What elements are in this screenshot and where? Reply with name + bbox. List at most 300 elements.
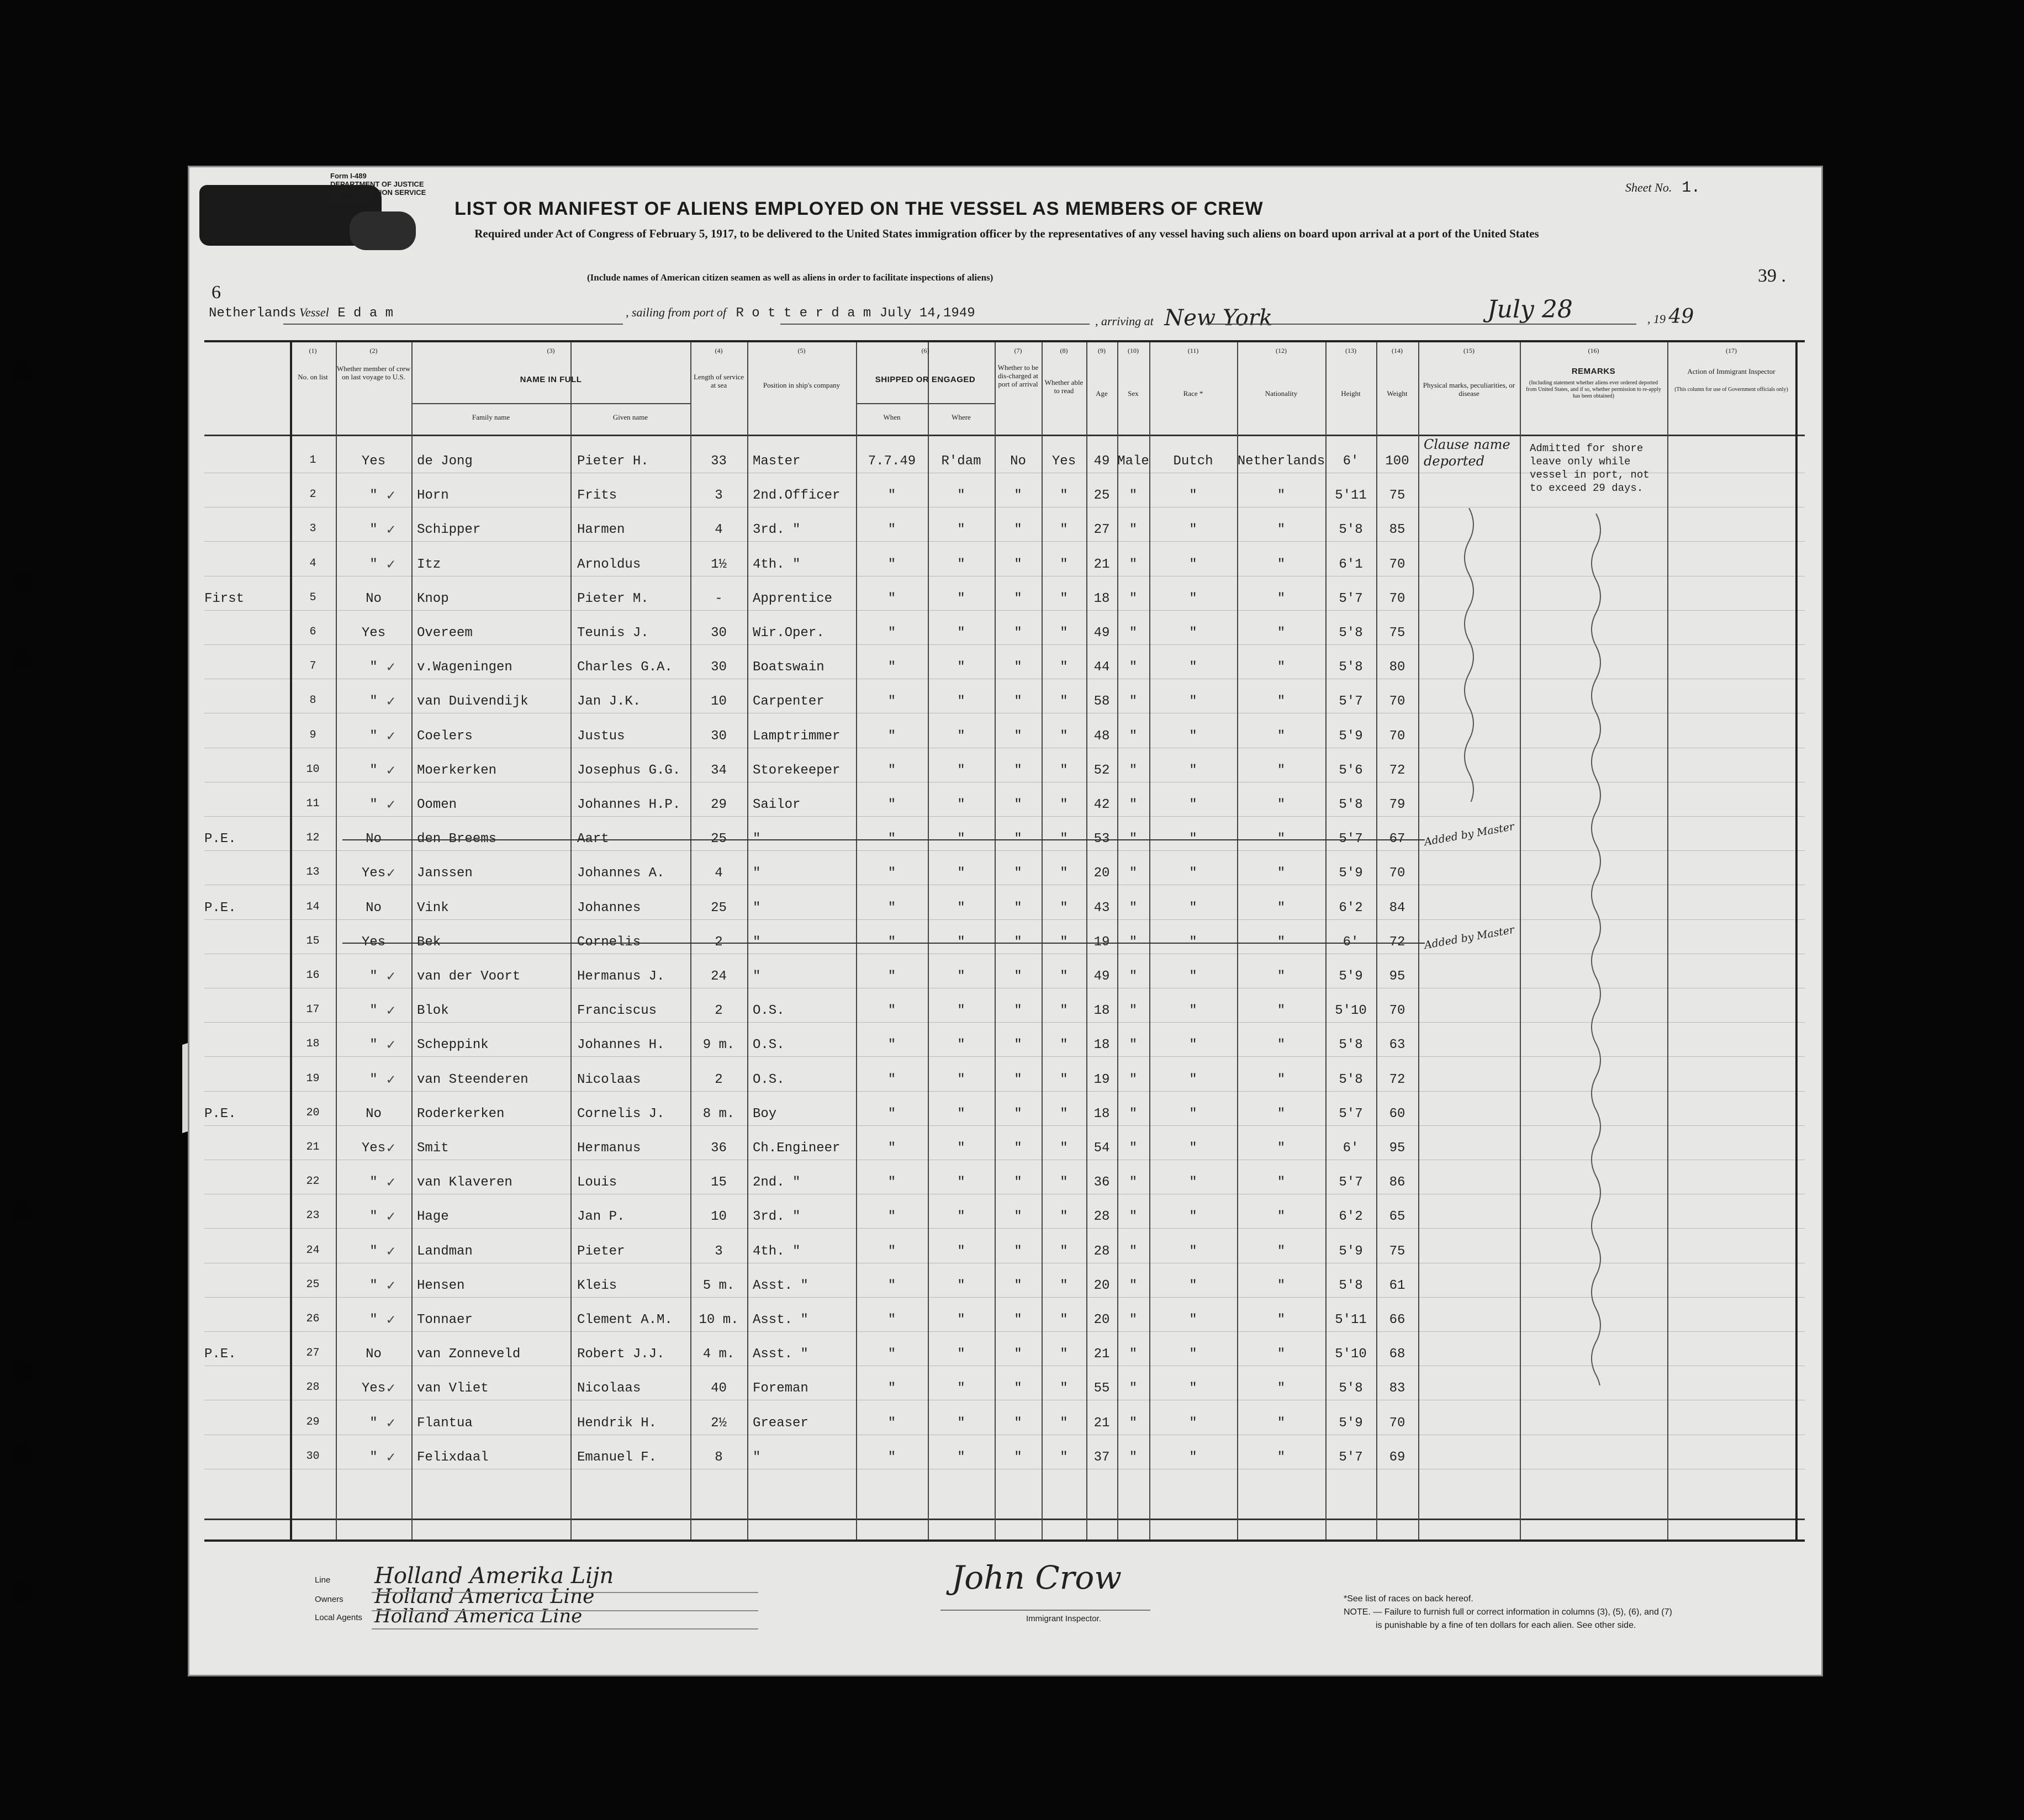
to-be-discharged: " <box>1014 591 1022 606</box>
punch-hole <box>10 1360 34 1383</box>
age: 52 <box>1093 763 1110 778</box>
able-to-read: " <box>1060 1347 1068 1362</box>
weight: 61 <box>1389 1278 1405 1293</box>
shipped-when: 7.7.49 <box>868 454 916 469</box>
row-margin-note: First <box>204 591 245 606</box>
family-name: Oomen <box>417 797 457 812</box>
shipped-where: " <box>957 900 965 916</box>
length-of-service: 30 <box>711 626 727 641</box>
length-of-service: 36 <box>711 1141 727 1156</box>
given-name: Harmen <box>577 522 625 538</box>
shipped-when: " <box>887 1038 896 1053</box>
ship-position: Sailor <box>753 797 801 812</box>
weight: 70 <box>1389 1003 1405 1019</box>
ship-position: 4th. " <box>753 1244 801 1259</box>
port-underline <box>780 324 1090 325</box>
shipped-where: " <box>957 1381 965 1396</box>
member-last-voyage: Yes <box>361 1381 386 1396</box>
shipped-when: " <box>887 591 896 606</box>
able-to-read: " <box>1060 591 1068 606</box>
arrival-date: July 28 <box>1487 295 1573 324</box>
shipped-where: " <box>957 1106 965 1121</box>
shipped-when: " <box>887 763 896 778</box>
to-be-discharged: " <box>1014 934 1022 950</box>
family-name: van Zonneveld <box>417 1347 521 1362</box>
member-last-voyage: " <box>369 728 378 744</box>
ship-position: Boy <box>753 1106 777 1121</box>
member-last-voyage: " <box>369 1415 378 1431</box>
row-rule <box>204 1331 1805 1332</box>
length-of-service: 8 <box>715 1449 723 1465</box>
height: 5'8 <box>1339 1278 1363 1293</box>
sex: " <box>1129 1313 1138 1327</box>
height: 5'10 <box>1335 1347 1367 1362</box>
length-of-service: 34 <box>711 763 727 778</box>
ship-position: Storekeeper <box>753 763 841 778</box>
race: " <box>1189 1003 1197 1019</box>
ship-position: Carpenter <box>753 694 825 710</box>
race: " <box>1189 660 1197 675</box>
row-margin-note: P.E. <box>204 1106 236 1121</box>
sailing-label: , sailing from port of <box>626 305 726 319</box>
nationality: Netherlands <box>1237 454 1325 469</box>
nationality: " <box>1277 1449 1286 1465</box>
shipped-where: " <box>957 1209 965 1225</box>
physical-note-row1: Clause name deported <box>1424 437 1510 469</box>
shipped-where: " <box>957 1175 965 1191</box>
given-name: Pieter <box>577 1244 625 1259</box>
agents-label: Local Agents <box>315 1613 362 1622</box>
year-value: 49 <box>1668 305 1694 328</box>
to-be-discharged: " <box>1014 1381 1022 1396</box>
ship-position: Lamptrimmer <box>753 728 841 744</box>
ditto-wave-physical-stroke <box>1465 508 1473 802</box>
race: " <box>1189 832 1197 847</box>
to-be-discharged: " <box>1014 1347 1022 1362</box>
given-name: Hendrik H. <box>577 1415 657 1431</box>
able-to-read: " <box>1060 832 1068 847</box>
age: 28 <box>1093 1244 1110 1259</box>
row-number: 29 <box>306 1415 320 1429</box>
row-number: 25 <box>306 1278 320 1291</box>
race: " <box>1189 1244 1197 1259</box>
nationality: " <box>1277 728 1286 744</box>
physical-note-row15: Added by Master <box>1423 923 1515 951</box>
ship-position: 2nd.Officer <box>753 488 841 504</box>
shipped-when: " <box>887 1278 896 1293</box>
shipped-where: " <box>957 797 965 812</box>
row-number: 20 <box>306 1106 320 1119</box>
age: 21 <box>1093 1347 1110 1362</box>
height: 5'8 <box>1339 1072 1363 1087</box>
row-margin-note: P.E. <box>204 900 236 916</box>
arrival-port: New York <box>1164 305 1273 331</box>
row-rule <box>204 850 1805 851</box>
able-to-read: Yes <box>1051 454 1076 469</box>
height: 6'1 <box>1339 557 1363 572</box>
shipped-when: " <box>887 1313 896 1327</box>
member-last-voyage: " <box>369 1038 378 1053</box>
shipped-when: " <box>887 934 896 950</box>
to-be-discharged: " <box>1014 557 1022 572</box>
able-to-read: " <box>1060 1381 1068 1396</box>
shipped-when: " <box>887 694 896 710</box>
header-weight: Weight <box>1387 389 1408 398</box>
header-given-name: Given name <box>612 413 648 421</box>
weight: 83 <box>1389 1381 1405 1396</box>
sex: " <box>1129 934 1138 950</box>
sex: " <box>1129 557 1138 572</box>
height: 6'2 <box>1339 1209 1363 1225</box>
header-sex: Sex <box>1128 389 1139 398</box>
family-name: Overeem <box>417 626 473 641</box>
vessel-name: E d a m <box>337 306 394 321</box>
crew-table <box>204 340 1805 1542</box>
weight: 100 <box>1385 454 1409 469</box>
ship-position: O.S. <box>753 1038 785 1053</box>
to-be-discharged: " <box>1014 488 1022 504</box>
given-name: Arnoldus <box>577 557 641 572</box>
height: 5'7 <box>1339 1106 1363 1121</box>
header-length-service: Length of service at sea <box>694 373 744 389</box>
age: 25 <box>1093 488 1110 504</box>
row-number: 5 <box>309 591 316 604</box>
given-name: Josephus G.G. <box>577 763 681 778</box>
member-last-voyage: " <box>369 1244 378 1259</box>
shipped-where: " <box>957 934 965 950</box>
header-name-in-full: NAME IN FULL <box>520 375 582 384</box>
family-name: Hage <box>417 1209 449 1225</box>
height: 5'8 <box>1339 1381 1363 1396</box>
check-tick: ✓ <box>387 1003 395 1020</box>
race: " <box>1189 900 1197 916</box>
sheet-number <box>1625 179 1700 197</box>
shipped-when: " <box>887 660 896 675</box>
age: 48 <box>1093 728 1110 744</box>
length-of-service: 4 <box>715 522 723 538</box>
weight: 72 <box>1389 1072 1405 1087</box>
physical-note-row12: Added by Master <box>1423 821 1515 849</box>
form-id-block <box>330 172 426 205</box>
length-of-service: 4 <box>715 866 723 881</box>
given-name: Johannes H.P. <box>577 797 681 812</box>
header-discharged: Whether to be dis-charged at port of arrival <box>997 363 1039 388</box>
shipped-where: " <box>957 1415 965 1431</box>
shipped-when: " <box>887 832 896 847</box>
age: 49 <box>1093 969 1110 984</box>
able-to-read: " <box>1060 1072 1068 1087</box>
able-to-read: " <box>1060 969 1068 984</box>
family-name: van Duivendijk <box>417 694 529 710</box>
nationality: " <box>1277 1313 1286 1327</box>
age: 54 <box>1093 1141 1110 1156</box>
check-tick: ✓ <box>387 488 395 505</box>
sex: " <box>1129 832 1138 847</box>
height: 6'2 <box>1339 900 1363 916</box>
weight: 75 <box>1389 1244 1405 1259</box>
sex: " <box>1129 1449 1138 1465</box>
sex: " <box>1129 763 1138 778</box>
able-to-read: " <box>1060 1244 1068 1259</box>
check-tick: ✓ <box>387 1243 395 1260</box>
given-name: Emanuel F. <box>577 1449 657 1465</box>
ship-position: O.S. <box>753 1072 785 1087</box>
row-number: 24 <box>306 1244 320 1257</box>
shipped-where: " <box>957 1347 965 1362</box>
length-of-service: 9 m. <box>702 1038 735 1053</box>
family-name: Horn <box>417 488 449 504</box>
header-action-sub: (This column for use of Government officials only) <box>1674 387 1788 393</box>
to-be-discharged: " <box>1014 1141 1022 1156</box>
row-number: 18 <box>306 1038 320 1051</box>
family-name: Bek <box>417 934 441 950</box>
shipped-where: " <box>957 694 965 710</box>
body-end-rule <box>204 1519 1805 1520</box>
age: 43 <box>1093 900 1110 916</box>
shipped-when: " <box>887 488 896 504</box>
family-name: Itz <box>417 557 441 572</box>
race: " <box>1189 866 1197 881</box>
length-of-service: 25 <box>711 832 727 847</box>
weight: 85 <box>1389 522 1405 538</box>
row-rule <box>204 1228 1805 1229</box>
row-number: 3 <box>309 522 316 536</box>
member-last-voyage: " <box>369 1449 378 1465</box>
row-number: 7 <box>309 660 316 673</box>
shipped-where: " <box>957 763 965 778</box>
row-number: 2 <box>309 488 316 501</box>
row-rule <box>204 1091 1805 1092</box>
race: " <box>1189 1038 1197 1053</box>
header-age: Age <box>1096 389 1108 398</box>
column-number-n3: (3) <box>547 347 555 355</box>
header-rule <box>204 435 1805 436</box>
shipped-when: " <box>887 557 896 572</box>
given-name: Aart <box>577 832 609 847</box>
inspector-signature: John Crow <box>952 1559 1122 1596</box>
length-of-service: 5 m. <box>702 1278 735 1293</box>
family-name: Flantua <box>417 1415 473 1431</box>
height: 6' <box>1343 454 1359 469</box>
check-tick: ✓ <box>387 522 395 539</box>
age: 49 <box>1093 454 1110 469</box>
column-rule <box>411 342 413 1539</box>
arrival-info <box>1095 305 1272 331</box>
row-rule <box>204 919 1805 920</box>
weight: 69 <box>1389 1449 1405 1465</box>
able-to-read: " <box>1060 1106 1068 1121</box>
column-number-n1: (1) <box>309 347 317 355</box>
race: " <box>1189 557 1197 572</box>
shipped-when: " <box>887 900 896 916</box>
sex: " <box>1129 1175 1138 1191</box>
column-number-n5: (5) <box>797 347 806 355</box>
shipped-when: " <box>887 1141 896 1156</box>
page-mark-right: 39 . <box>1758 266 1786 286</box>
length-of-service: 2 <box>715 1072 723 1087</box>
shipped-when: " <box>887 969 896 984</box>
to-be-discharged: " <box>1014 866 1022 881</box>
shipped-where: " <box>957 1278 965 1293</box>
row-number: 11 <box>306 797 320 810</box>
age: 18 <box>1093 1038 1110 1053</box>
header-remarks-sub: (Including statement whether aliens ever ordered deported from United States, and if so, whether permission to re-apply has been obtained) <box>1526 380 1661 399</box>
column-number-n6: (6) <box>921 347 929 355</box>
able-to-read: " <box>1060 1209 1068 1225</box>
height: 5'7 <box>1339 694 1363 710</box>
member-last-voyage: No <box>366 832 382 847</box>
check-tick: ✓ <box>387 1209 395 1226</box>
height: 5'9 <box>1339 1415 1363 1431</box>
able-to-read: " <box>1060 1278 1068 1293</box>
shipped-where: " <box>957 866 965 881</box>
header-whether-member: Whether member of crew on last voyage to U.S. <box>336 364 411 381</box>
to-be-discharged: " <box>1014 1072 1022 1087</box>
row-number: 8 <box>309 694 316 707</box>
height: 5'10 <box>1335 1003 1367 1019</box>
sex: " <box>1129 969 1138 984</box>
race: " <box>1189 1209 1197 1225</box>
sex: " <box>1129 1141 1138 1156</box>
header-nationality: Nationality <box>1265 389 1298 398</box>
shipped-when: " <box>887 728 896 744</box>
to-be-discharged: " <box>1014 1415 1022 1431</box>
row-number: 28 <box>306 1381 320 1394</box>
member-last-voyage: " <box>369 1175 378 1191</box>
weight: 60 <box>1389 1106 1405 1121</box>
to-be-discharged: " <box>1014 1175 1022 1191</box>
member-last-voyage: Yes <box>361 934 386 950</box>
row-number: 16 <box>306 969 320 982</box>
ship-position: " <box>753 969 761 984</box>
shipped-where: " <box>957 1141 965 1156</box>
to-be-discharged: " <box>1014 900 1022 916</box>
to-be-discharged: " <box>1014 728 1022 744</box>
check-tick: ✓ <box>387 728 395 745</box>
sex: " <box>1129 660 1138 675</box>
ship-position: Asst. " <box>753 1347 808 1362</box>
race: " <box>1189 969 1197 984</box>
check-tick: ✓ <box>387 694 395 711</box>
race: " <box>1189 797 1197 812</box>
vessel-underline <box>283 324 623 325</box>
family-name: v.Wageningen <box>417 660 512 675</box>
row-number: 26 <box>306 1313 320 1325</box>
member-last-voyage: No <box>366 591 382 606</box>
row-rule <box>204 1056 1805 1057</box>
ship-position: " <box>753 832 761 847</box>
able-to-read: " <box>1060 763 1068 778</box>
able-to-read: " <box>1060 866 1068 881</box>
height: 5'8 <box>1339 797 1363 812</box>
sex: Male <box>1117 454 1149 469</box>
race: " <box>1189 763 1197 778</box>
age: 55 <box>1093 1381 1110 1396</box>
race: " <box>1189 488 1197 504</box>
column-number-n16: (16) <box>1588 347 1599 355</box>
ship-position: " <box>753 866 761 881</box>
height: 5'9 <box>1339 866 1363 881</box>
nationality: " <box>1277 1072 1286 1087</box>
race: " <box>1189 1313 1197 1327</box>
weight: 63 <box>1389 1038 1405 1053</box>
length-of-service: 3 <box>715 488 723 504</box>
check-tick: ✓ <box>387 1380 395 1398</box>
year-prefix: , 19 <box>1647 312 1666 326</box>
length-of-service: 10 <box>711 1209 727 1225</box>
nationality: " <box>1277 1141 1286 1156</box>
header-when: When <box>883 413 901 421</box>
check-tick: ✓ <box>387 1140 395 1157</box>
family-name: Vink <box>417 900 449 916</box>
height: 5'11 <box>1335 1313 1367 1327</box>
check-tick: ✓ <box>387 969 395 985</box>
weight: 68 <box>1389 1347 1405 1362</box>
nationality: " <box>1277 900 1286 916</box>
to-be-discharged: " <box>1014 797 1022 812</box>
weight: 66 <box>1389 1313 1405 1327</box>
race-footnote: *See list of races on back hereof. <box>1344 1594 1473 1604</box>
to-be-discharged: " <box>1014 1106 1022 1121</box>
row-rule <box>204 1297 1805 1298</box>
family-name: Knop <box>417 591 449 606</box>
age: 53 <box>1093 832 1110 847</box>
owners-value: Holland America Line <box>374 1585 595 1608</box>
to-be-discharged: " <box>1014 660 1022 675</box>
length-of-service: 2 <box>715 934 723 950</box>
shipped-subrule <box>856 403 995 404</box>
struck-row-line <box>342 839 1425 840</box>
weight: 84 <box>1389 900 1405 916</box>
race: " <box>1189 1278 1197 1293</box>
nationality: " <box>1277 1175 1286 1191</box>
ship-position: Master <box>753 454 801 469</box>
able-to-read: " <box>1060 626 1068 641</box>
shipped-where: " <box>957 1038 965 1053</box>
height: 5'7 <box>1339 591 1363 606</box>
check-tick: ✓ <box>387 1415 395 1432</box>
inspector-label: Immigrant Inspector. <box>1026 1614 1101 1623</box>
weight: 67 <box>1389 832 1405 847</box>
owners-label: Owners <box>315 1595 344 1604</box>
nationality: " <box>1277 1106 1286 1121</box>
age: 49 <box>1093 626 1110 641</box>
given-name: Franciscus <box>577 1003 657 1019</box>
punch-hole <box>10 1581 34 1604</box>
member-last-voyage: No <box>366 1106 382 1121</box>
sex: " <box>1129 1278 1138 1293</box>
race: " <box>1189 591 1197 606</box>
race: " <box>1189 694 1197 710</box>
nationality: " <box>1277 1038 1286 1053</box>
given-name: Jan J.K. <box>577 694 641 710</box>
length-of-service: - <box>715 591 723 606</box>
given-name: Cornelis J. <box>577 1106 665 1121</box>
nationality: " <box>1277 763 1286 778</box>
ship-position: " <box>753 900 761 916</box>
remarks-row1: Admitted for shore leave only while vessel in port, not to exceed 29 days. <box>1530 442 1650 494</box>
race: Dutch <box>1173 454 1213 469</box>
member-last-voyage: " <box>369 1313 378 1327</box>
member-last-voyage: Yes <box>361 1141 386 1156</box>
fine-note-2: is punishable by a fine of ten dollars for each alien. See other side. <box>1376 1621 1636 1630</box>
nationality: " <box>1277 934 1286 950</box>
given-name: Hermanus J. <box>577 969 665 984</box>
page-mark-left: 6 <box>212 282 221 303</box>
column-number-n17: (17) <box>1726 347 1737 355</box>
to-be-discharged: " <box>1014 832 1022 847</box>
column-number-n4: (4) <box>715 347 723 355</box>
